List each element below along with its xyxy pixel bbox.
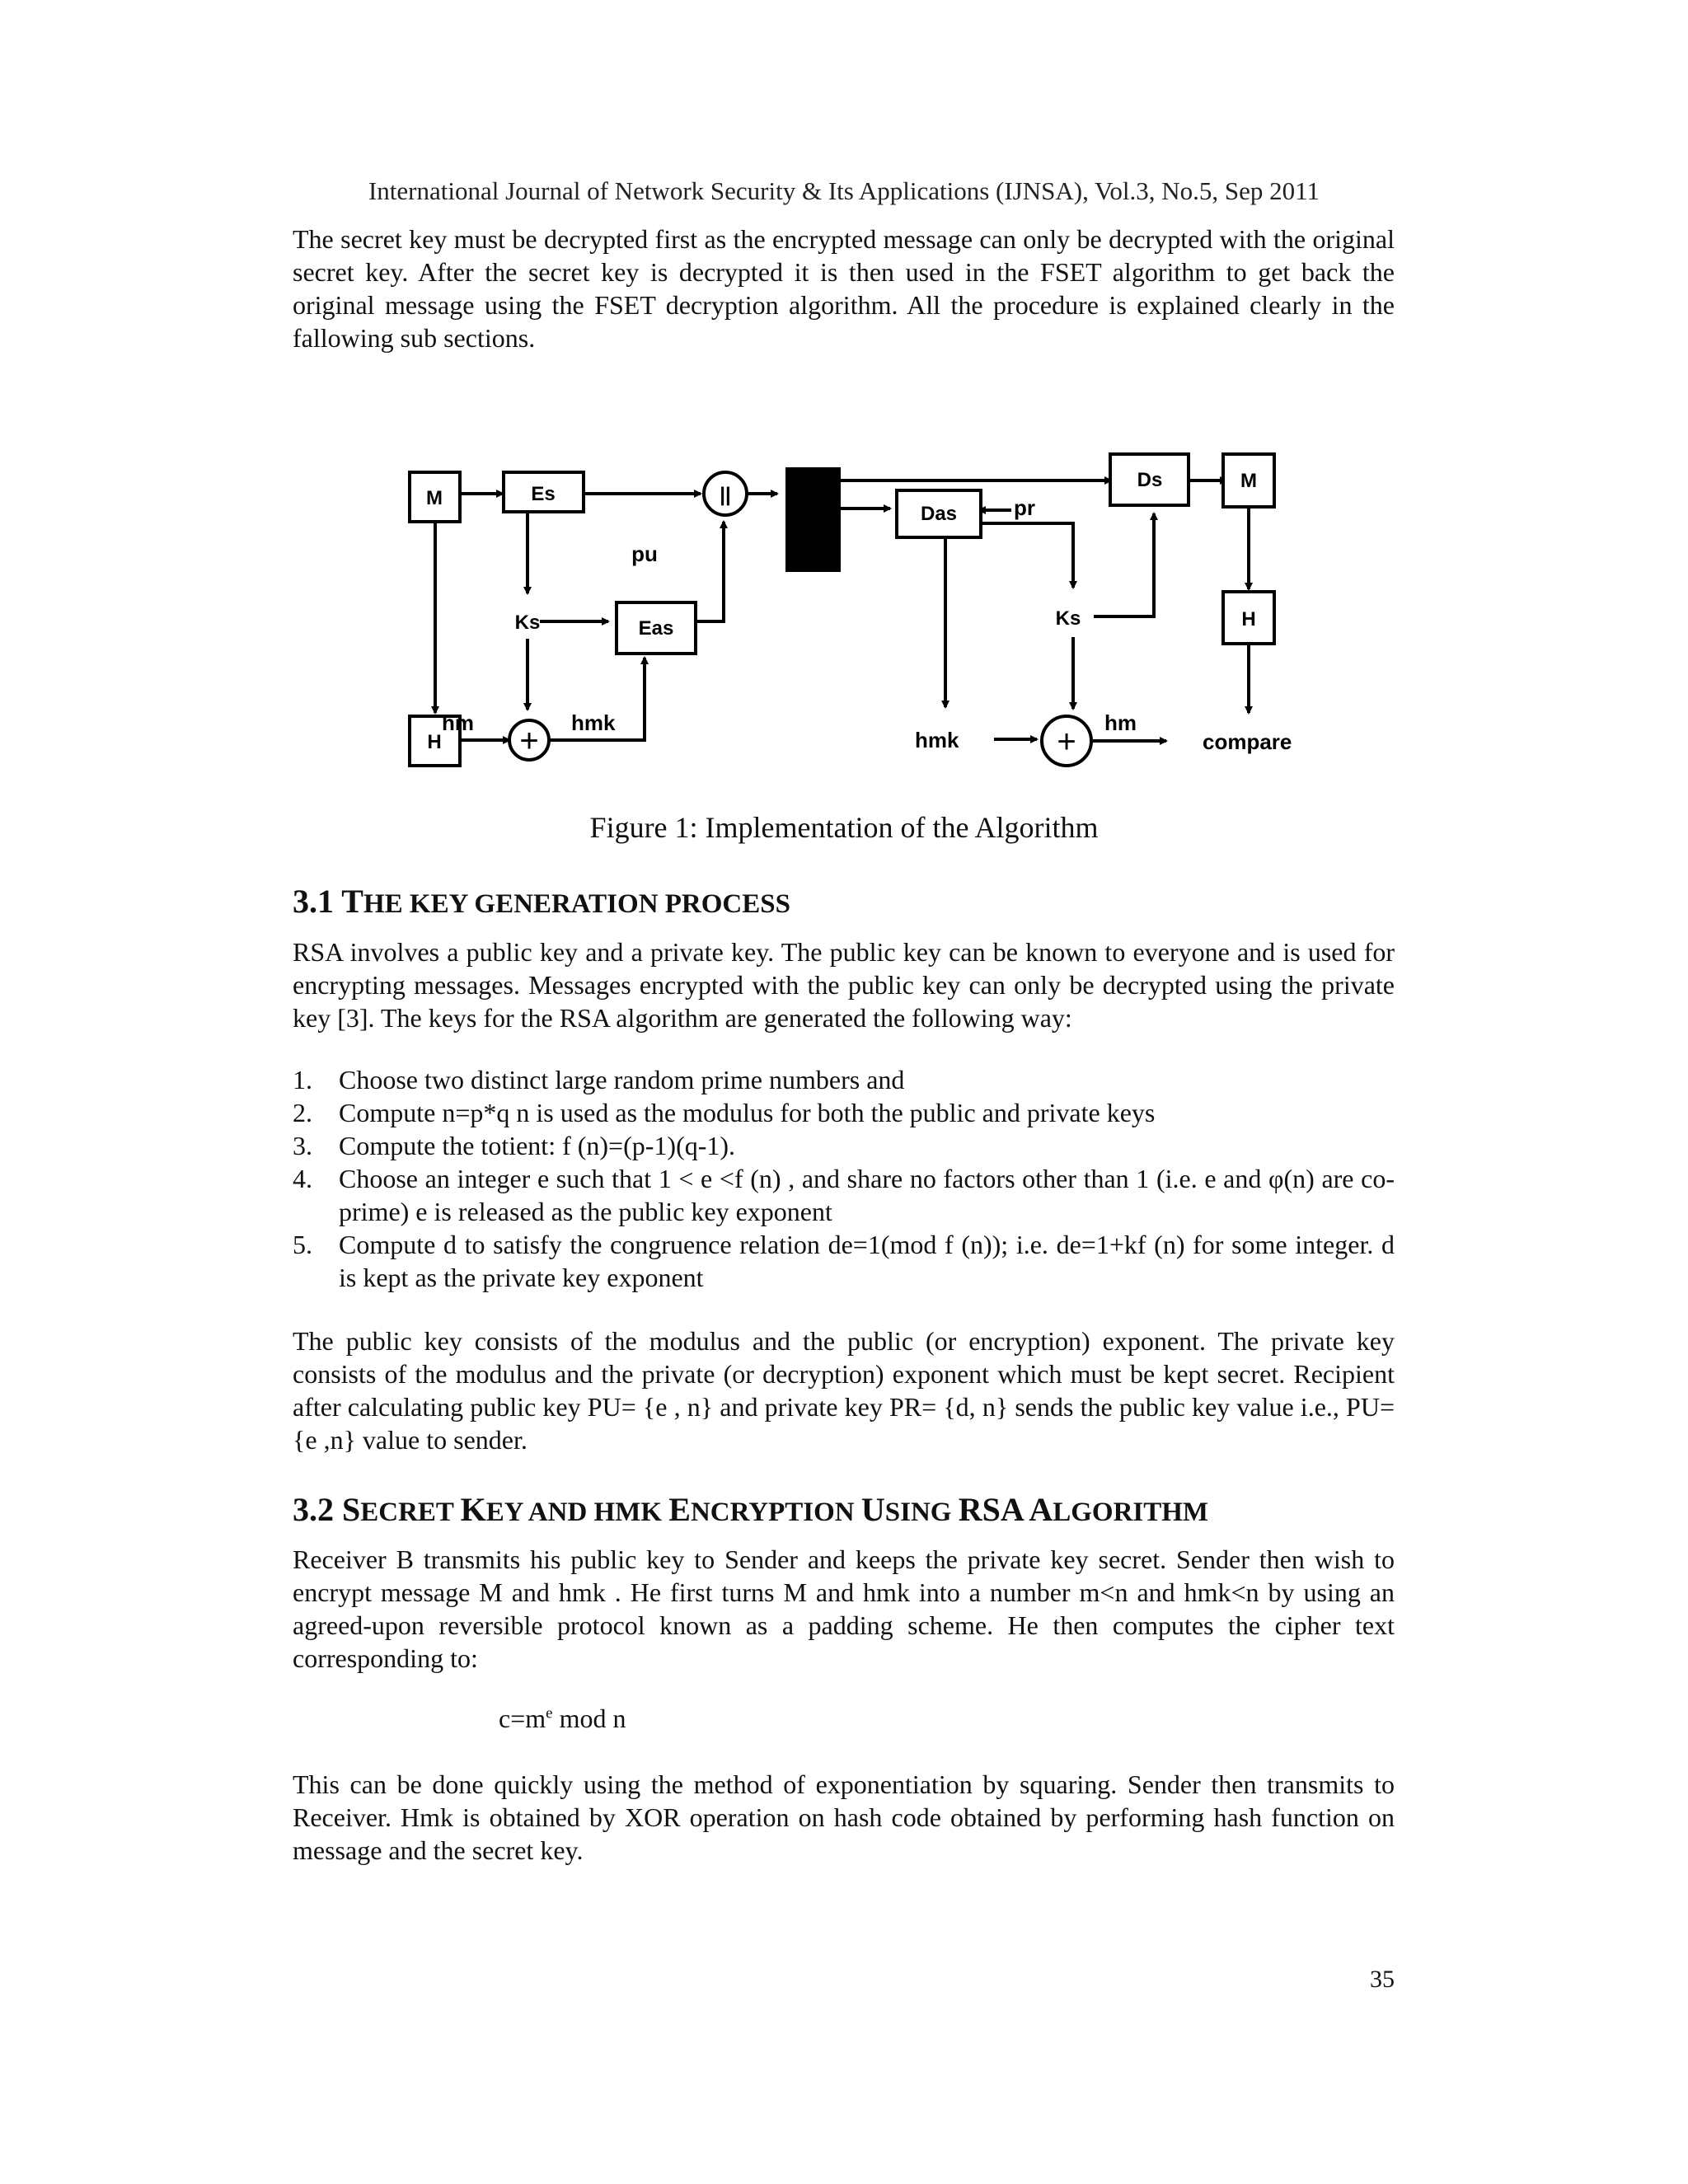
section-3-1-heading: [293, 882, 790, 921]
node-eas: Eas: [638, 617, 674, 640]
running-header: International Journal of Network Security & Its Applications (IJNSA), Vol.3, No.5, Sep 2011: [368, 176, 1320, 205]
key-generation-steps: [293, 1063, 1395, 1294]
label-hmk-right: hmk: [915, 728, 959, 752]
node-ks-right: Ks: [1055, 607, 1081, 630]
section-3-2-paragraph-2: This can be done quickly using the method of exponentiation by squaring. Sender then transmits to Receiver. Hmk is obtained by XOR operation on hash code obtained by performing hash function on message and the secret key.: [293, 1769, 1395, 1865]
xor-symbol-left: +: [519, 723, 539, 759]
heading-rest: HE KEY GENERATION PROCESS: [363, 889, 790, 919]
node-das: Das: [920, 503, 958, 525]
figure-caption: Figure 1: Implementation of the Algorithm: [589, 811, 1099, 844]
node-m-right: M: [1240, 470, 1257, 492]
list-item: 5. Compute d to satisfy the congruence relation de=1(mod f (n)); i.e. de=1+kf (n) for some integer. d is kept as the private key exponent: [293, 1230, 1395, 1292]
section-3-1-paragraph-2: The public key consists of the modulus and the public (or encryption) exponent. The private key consists of the modulus and the private (or decryption) exponent which must be kept secret. Recipient after calculating public key PU= {e , n} and private key PR= {d, n} sends the public key value i.e., PU= {e ,n} value to sender.: [293, 1326, 1395, 1455]
node-h-right: H: [1241, 608, 1256, 630]
intro-paragraph: The secret key must be decrypted first as the encrypted message can only be decrypted with the original secret key. After the secret key is decrypted it is then used in the FSET algorithm to get back the original message using the FSET decryption algorithm. All the procedure is explained clearly in the fallowing sub sections.: [293, 224, 1395, 353]
list-item: 2. Compute n=p*q n is used as the modulus for both the public and private keys: [293, 1098, 1156, 1127]
node-h-left: H: [427, 731, 442, 753]
list-item: 3. Compute the totient: f (n)=(p-1)(q-1).: [293, 1131, 736, 1160]
arrow-ks-to-ds: [1094, 513, 1154, 616]
label-hm-left: hm: [442, 710, 474, 735]
label-hmk-left: hmk: [571, 710, 616, 735]
node-m-left: M: [426, 487, 443, 509]
node-es: Es: [531, 483, 556, 505]
ciphertext-block: [785, 467, 841, 572]
node-ds: Ds: [1137, 469, 1163, 491]
heading-number: 3.1: [293, 883, 342, 920]
page-number: 35: [1370, 1966, 1395, 1993]
node-concat: ||: [720, 484, 731, 506]
list-item: 1. Choose two distinct large random prime numbers and: [293, 1065, 905, 1094]
label-hm-right: hm: [1104, 710, 1137, 735]
label-pu: pu: [631, 541, 658, 566]
rsa-formula: $c=m^e$ mod n: [499, 1704, 626, 1733]
section-3-2-paragraph: Receiver B transmits his public key to Sender and keeps the private key secret. Sender then wish to encrypt message M and hmk . He first turns M and hmk into a number m<n and hmk<n by using an agreed-upon reversible protocol known as a padding scheme. He then computes the cipher text corresponding to:: [293, 1544, 1395, 1673]
xor-symbol-right: +: [1057, 724, 1076, 760]
section-3-1-paragraph: RSA involves a public key and a private key. The public key can be known to everyone and is used for encrypting messages. Messages encrypted with the public key can only be decrypted using the private key [3]. The keys for the RSA algorithm are generated the following way:: [293, 937, 1395, 1033]
node-ks-left: Ks: [514, 612, 541, 634]
algorithm-diagram: [354, 441, 1327, 787]
label-pr: pr: [1014, 495, 1035, 520]
label-compare: compare: [1203, 729, 1292, 754]
heading-initial: T: [341, 883, 363, 920]
list-item: 4. Choose an integer e such that 1 < e <f (n) , and share no factors other than 1 (i.e. e and φ(n) are co-prime) e is released as the public key exponent: [293, 1164, 1395, 1226]
section-3-2-heading: 3.2 SECRET KEY AND HMK ENCRYPTION USING RSA ALGORITHM: [293, 1491, 1209, 1528]
